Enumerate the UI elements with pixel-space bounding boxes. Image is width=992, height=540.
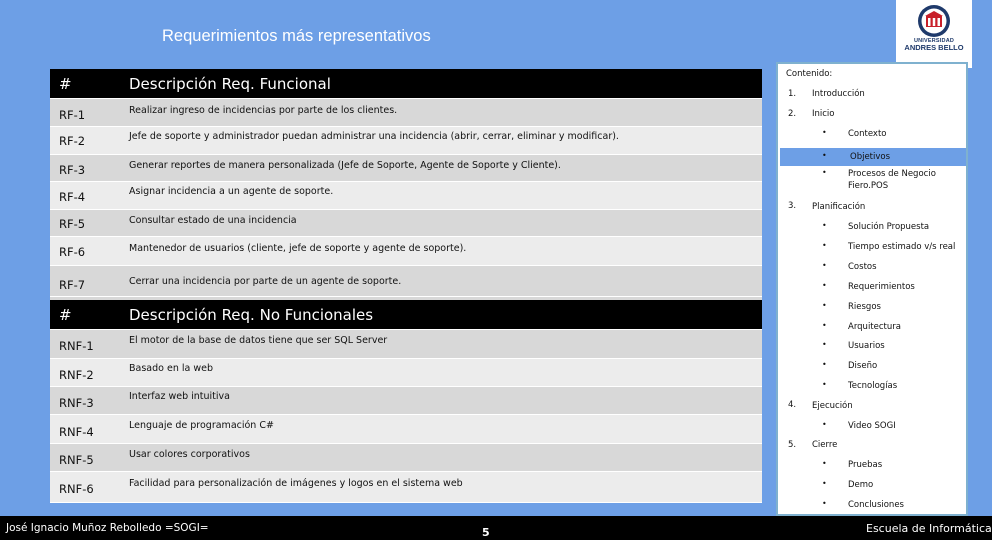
req-description: Basado en la web (129, 363, 213, 374)
bullet-icon: • (822, 281, 827, 290)
table-of-contents (776, 62, 968, 516)
bullet-icon: • (822, 151, 827, 160)
toc-item-tecnologias[interactable]: Tecnologías (848, 381, 898, 391)
header-description: Descripción Req. No Funcionales (129, 305, 374, 324)
bullet-icon: • (822, 380, 827, 389)
toc-item-usuarios[interactable]: Usuarios (848, 341, 885, 351)
table-row (50, 444, 762, 472)
req-code: RNF-6 (59, 482, 94, 496)
toc-item-requerimientos[interactable]: Requerimientos (848, 282, 915, 292)
bullet-icon: • (822, 479, 827, 488)
toc-number: 2. (788, 109, 797, 119)
req-code: RF-5 (59, 217, 86, 231)
table-row (50, 359, 762, 387)
req-code: RNF-3 (59, 396, 94, 410)
toc-item-conclusiones[interactable]: Conclusiones (848, 500, 904, 510)
req-code: RF-4 (59, 190, 86, 204)
bullet-icon: • (822, 301, 827, 310)
table-row (50, 210, 762, 237)
toc-item-solucion[interactable]: Solución Propuesta (848, 222, 930, 232)
req-code: RNF-4 (59, 425, 94, 439)
toc-number: 3. (788, 201, 797, 211)
table-row (50, 182, 762, 210)
table-row (50, 330, 762, 359)
toc-item-tiempo[interactable]: Tiempo estimado v/s real (848, 242, 956, 252)
toc-item-pruebas[interactable]: Pruebas (848, 460, 883, 470)
footer-school: Escuela de Informática (866, 522, 992, 535)
req-description: Consultar estado de una incidencia (129, 215, 297, 226)
logo-text-university: UNIVERSIDAD (913, 38, 955, 44)
table-row (50, 237, 762, 266)
req-description: Jefe de soporte y administrador puedan administrar una incidencia (abrir, cerrar, eliminar y modificar). (129, 131, 619, 142)
toc-heading: Contenido: (786, 69, 833, 79)
toc-item-introduccion[interactable]: Introducción (812, 89, 865, 99)
table-row (50, 266, 762, 297)
toc-item-ejecucion[interactable]: Ejecución (812, 401, 853, 411)
logo-text-name: ANDRES BELLO (904, 43, 964, 52)
req-code: RF-3 (59, 163, 86, 177)
req-description: Asignar incidencia a un agente de soporte. (129, 186, 334, 197)
toc-item-demo[interactable]: Demo (848, 480, 874, 490)
req-code: RF-2 (59, 134, 86, 148)
toc-item-costos[interactable]: Costos (848, 262, 877, 272)
req-description: Realizar ingreso de incidencias por parte de los clientes. (129, 105, 398, 116)
bullet-icon: • (822, 340, 827, 349)
slide-title: Requerimientos más representativos (162, 27, 431, 45)
req-code: RNF-5 (59, 453, 94, 467)
req-code: RF-7 (59, 278, 86, 292)
req-description: Lenguaje de programación C# (129, 420, 274, 431)
req-description: Interfaz web intuitiva (129, 391, 230, 402)
req-description: El motor de la base de datos tiene que ser SQL Server (129, 335, 388, 346)
footer-author: José Ignacio Muñoz Rebolledo =SOGI= (6, 522, 209, 534)
functional-header-row (50, 69, 762, 99)
req-description: Cerrar una incidencia por parte de un agente de soporte. (129, 276, 402, 287)
toc-item-video[interactable]: Video SOGI (848, 421, 896, 431)
bullet-icon: • (822, 321, 827, 330)
table-row (50, 387, 762, 415)
req-description: Mantenedor de usuarios (cliente, jefe de soporte y agente de soporte). (129, 243, 467, 254)
table-row (50, 127, 762, 155)
nonfunctional-header-row (50, 300, 762, 330)
toc-item-inicio[interactable]: Inicio (812, 109, 835, 119)
table-row (50, 155, 762, 182)
header-description: Descripción Req. Funcional (129, 74, 331, 93)
toc-number: 5. (788, 440, 797, 450)
page-number: 5 (482, 526, 490, 539)
bullet-icon: • (822, 128, 827, 137)
bullet-icon: • (822, 360, 827, 369)
table-row (50, 415, 762, 444)
footer-bar (0, 516, 992, 540)
bullet-icon: • (822, 261, 827, 270)
req-code: RF-6 (59, 245, 86, 259)
bullet-icon: • (822, 459, 827, 468)
toc-item-planificacion[interactable]: Planificación (812, 202, 866, 212)
bullet-icon: • (822, 499, 827, 508)
req-description: Usar colores corporativos (129, 449, 250, 460)
table-row (50, 472, 762, 503)
toc-item-contexto[interactable]: Contexto (848, 129, 887, 139)
toc-number: 4. (788, 400, 797, 410)
req-description: Facilidad para personalización de imágenes y logos en el sistema web (129, 478, 463, 489)
bullet-icon: • (822, 168, 827, 177)
toc-item-riesgos[interactable]: Riesgos (848, 302, 881, 312)
toc-item-cierre[interactable]: Cierre (812, 440, 838, 450)
university-logo (896, 0, 972, 68)
req-code: RF-1 (59, 108, 86, 122)
toc-item-arquitectura[interactable]: Arquitectura (848, 322, 901, 332)
header-code: # (59, 305, 72, 324)
bullet-icon: • (822, 221, 827, 230)
bullet-icon: • (822, 420, 827, 429)
req-code: RNF-2 (59, 368, 94, 382)
table-row (50, 99, 762, 127)
toc-item-procesos-line2: Fiero.POS (848, 181, 889, 191)
university-seal-icon (917, 4, 951, 38)
toc-item-diseno[interactable]: Diseño (848, 361, 878, 371)
toc-item-procesos[interactable]: Procesos de Negocio (848, 169, 936, 179)
req-code: RNF-1 (59, 339, 94, 353)
bullet-icon: • (822, 241, 827, 250)
toc-item-objetivos[interactable]: Objetivos (850, 152, 891, 162)
toc-number: 1. (788, 89, 797, 99)
requirements-table (50, 69, 762, 503)
req-description: Generar reportes de manera personalizada (Jefe de Soporte, Agente de Soporte y Cliente). (129, 160, 561, 171)
header-code: # (59, 74, 72, 93)
